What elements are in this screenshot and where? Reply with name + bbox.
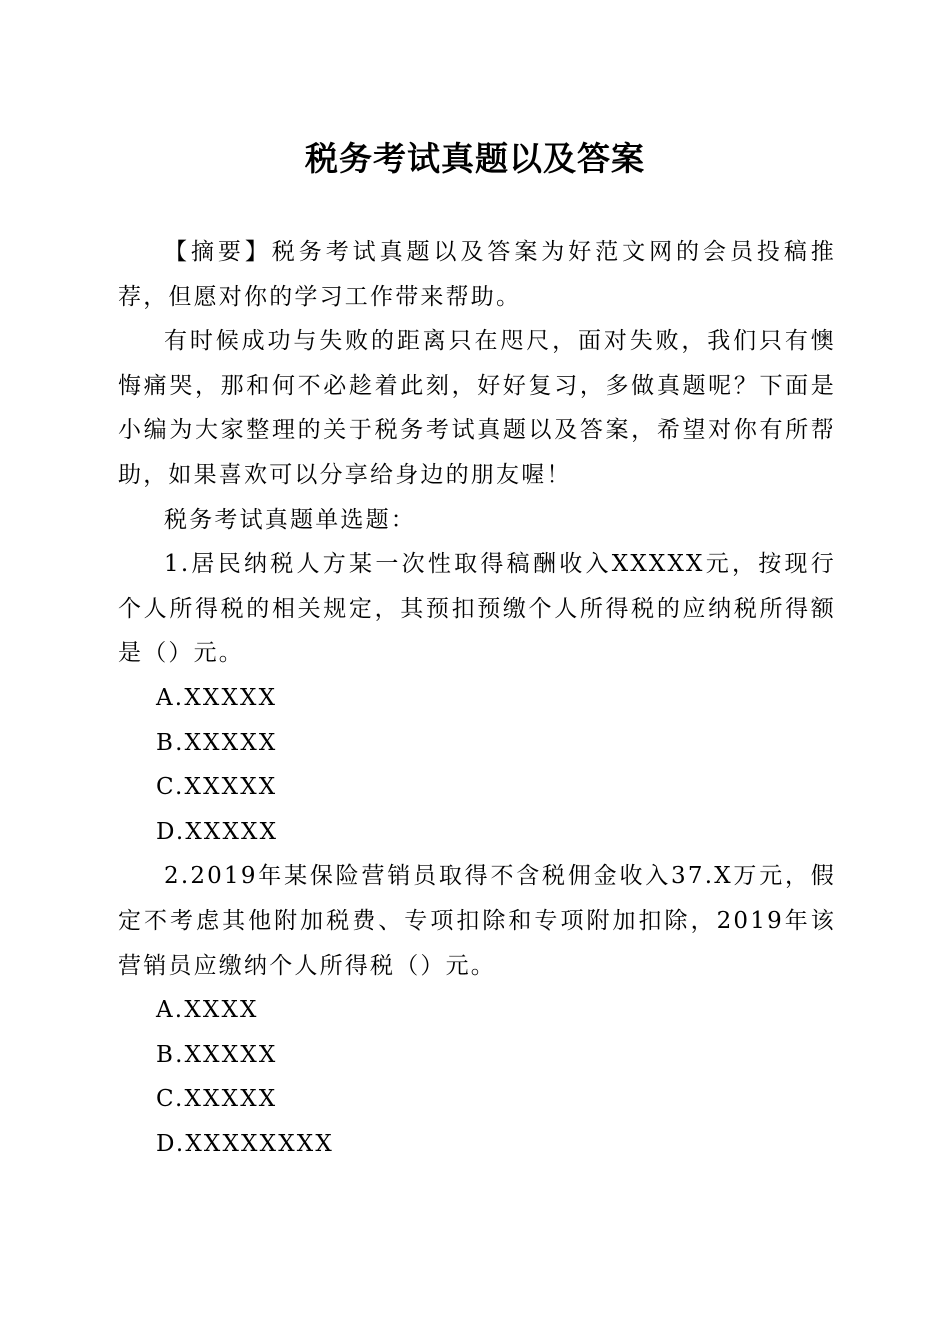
question-2-option-d: D.XXXXXXXX xyxy=(156,1130,334,1157)
intro-paragraph: 有时候成功与失败的距离只在咫尺，面对失败，我们只有懊悔痛哭，那和何不必趁着此刻，好好复习，多做真题呢？下面是小编为大家整理的关于税务考试真题以及答案，希望对你有所帮助，如果喜欢可以分享给身边的朋友喔！ xyxy=(118,328,836,488)
question-1-option-b: B.XXXXX xyxy=(156,729,278,756)
question-2-option-a: A.XXXX xyxy=(156,997,259,1024)
question-1-option-a: A.XXXXX xyxy=(156,684,278,711)
question-1-text: 1.居民纳税人方某一次性取得稿酬收入XXXXX元，按现行个人所得税的相关规定，其预扣预缴个人所得税的应纳税所得额是（）元。 xyxy=(118,551,836,667)
question-2-text: 2.2019年某保险营销员取得不含税佣金收入37.X万元，假定不考虑其他附加税费、专项扣除和专项附加扣除，2019年该营销员应缴纳个人所得税（）元。 xyxy=(118,863,836,979)
question-1-option-c: C.XXXXX xyxy=(156,774,278,801)
question-1-option-d: D.XXXXX xyxy=(156,818,279,845)
document-title: 税务考试真题以及答案 xyxy=(305,139,645,178)
summary-paragraph: 【摘要】税务考试真题以及答案为好范文网的会员投稿推荐，但愿对你的学习工作带来帮助。 xyxy=(118,239,836,310)
document-body xyxy=(118,230,836,1166)
question-2-option-c: C.XXXXX xyxy=(156,1086,278,1113)
question-2-option-b: B.XXXXX xyxy=(156,1041,278,1068)
section-heading: 税务考试真题单选题： xyxy=(164,506,416,533)
